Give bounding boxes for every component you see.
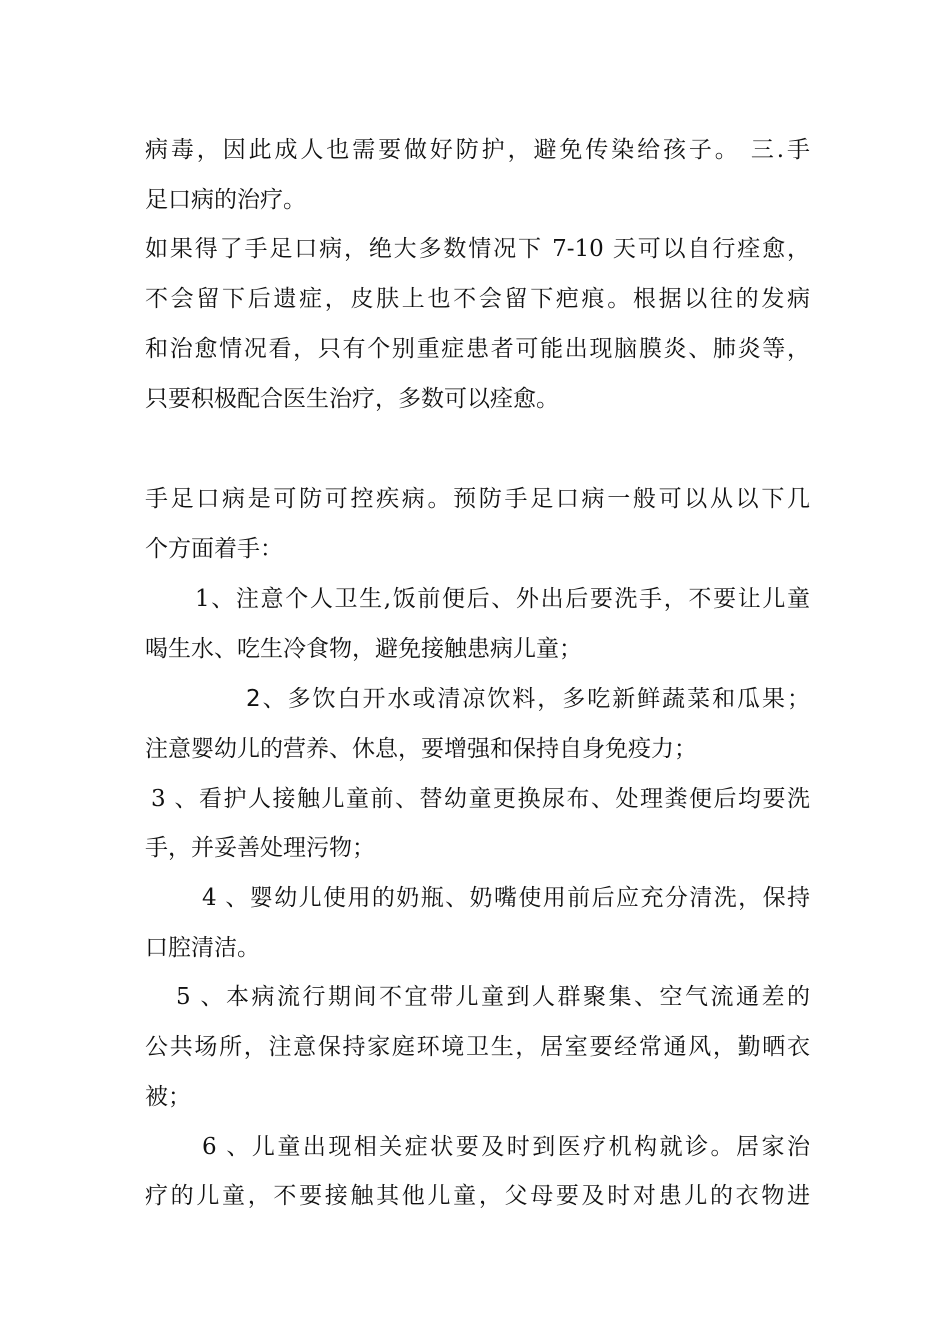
text-line-18: 公共场所，注意保持家庭环境卫生，居室要经常通风，勤晒衣 [145, 1034, 810, 1060]
text-line-9: 1、注意个人卫生,饭前便后、外出后要洗手，不要让儿童 [195, 586, 810, 612]
text-line-14: 手，并妥善处理污物； [145, 835, 375, 861]
text-line-7: 手足口病是可防可控疾病。预防手足口病一般可以从以下几 [145, 486, 810, 512]
text-line-3: 如果得了手足口病，绝大多数情况下 7-10 天可以自行痊愈， [145, 236, 810, 262]
text-line-5: 和治愈情况看，只有个别重症患者可能出现脑膜炎、肺炎等， [145, 336, 810, 362]
text-line-2: 足口病的治疗。 [145, 187, 306, 213]
text-line-20: 6 、儿童出现相关症状要及时到医疗机构就诊。居家治 [202, 1134, 810, 1160]
text-line-11: 2、多饮白开水或清凉饮料，多吃新鲜蔬菜和瓜果； [246, 686, 810, 712]
text-line-10: 喝生水、吃生冷食物，避免接触患病儿童； [145, 636, 582, 662]
text-line-13: 3 、看护人接触儿童前、替幼童更换尿布、处理粪便后均要洗 [151, 786, 810, 812]
text-line-6: 只要积极配合医生治疗，多数可以痊愈。 [145, 386, 559, 412]
text-line-15: 4 、婴幼儿使用的奶瓶、奶嘴使用前后应充分清洗，保持 [202, 885, 810, 911]
text-line-16: 口腔清洁。 [145, 935, 260, 961]
text-line-21: 疗的儿童，不要接触其他儿童，父母要及时对患儿的衣物进 [145, 1183, 810, 1209]
text-line-1: 病毒，因此成人也需要做好防护，避免传染给孩子。 三.手 [145, 137, 810, 163]
text-line-12: 注意婴幼儿的营养、休息，要增强和保持自身免疫力； [145, 736, 697, 762]
text-line-8: 个方面着手： [145, 536, 283, 562]
text-line-4: 不会留下后遗症，皮肤上也不会留下疤痕。根据以往的发病 [145, 286, 810, 312]
text-line-17: 5 、本病流行期间不宜带儿童到人群聚集、空气流通差的 [176, 984, 810, 1010]
text-line-19: 被； [145, 1084, 191, 1110]
